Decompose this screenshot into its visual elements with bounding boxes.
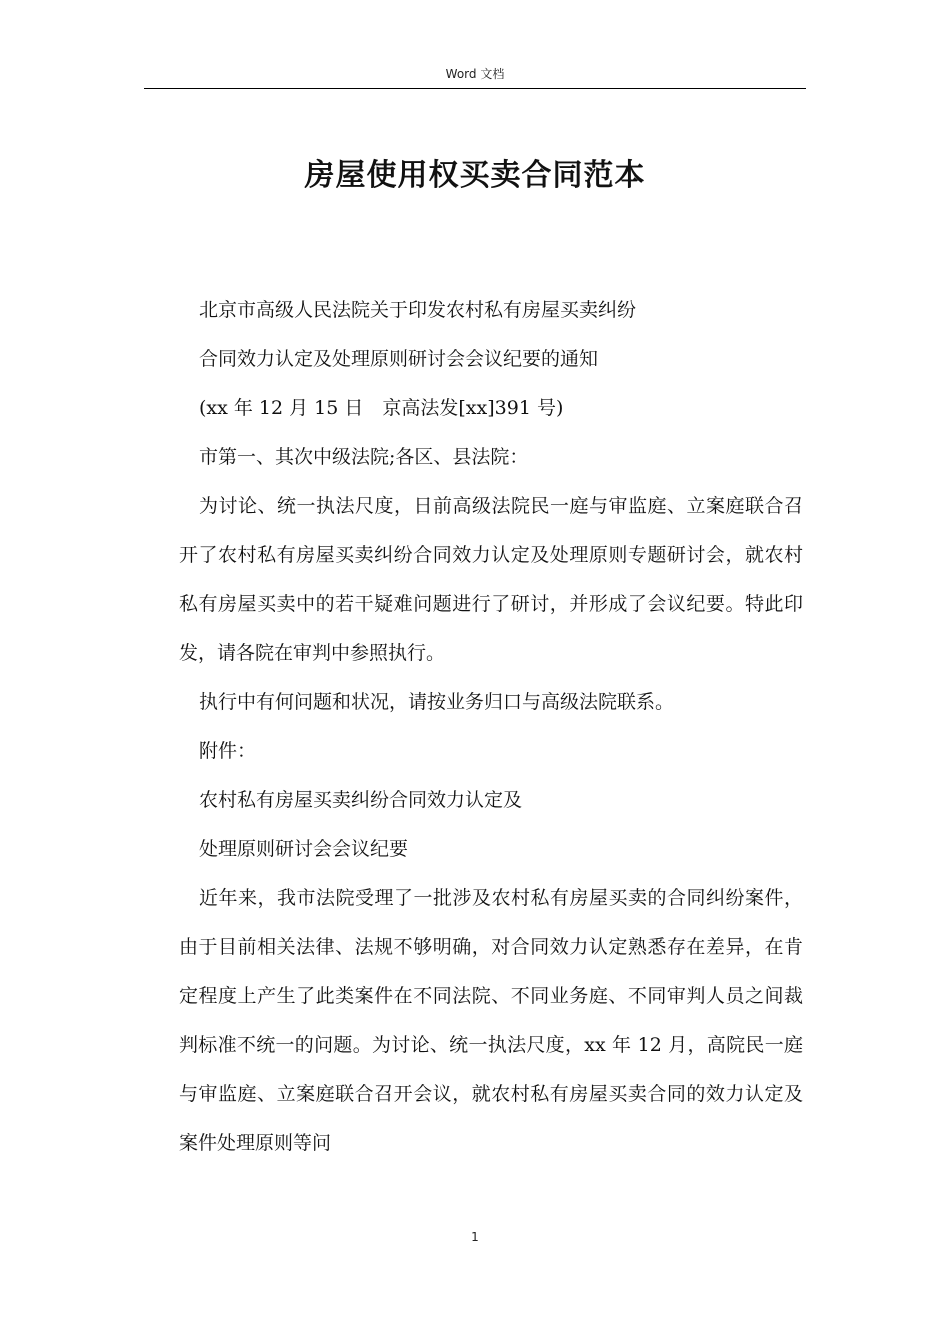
page-header-label: Word 文档 — [445, 67, 505, 81]
document-body — [179, 286, 803, 1168]
paragraph: (xx 年 12 月 15 日 京高法发[xx]391 号) — [199, 397, 564, 419]
paragraph: 合同效力认定及处理原则研讨会会议纪要的通知 — [199, 348, 599, 370]
paragraph: 处理原则研讨会会议纪要 — [199, 838, 409, 860]
document-title: 房屋使用权买卖合同范本 — [304, 158, 646, 193]
paragraph: 执行中有何问题和状况，请按业务归口与高级法院联系。 — [199, 691, 675, 713]
paragraph: 近年来，我市法院受理了一批涉及农村私有房屋买卖的合同纠纷案件，由于目前相关法律、法规不够明确，对合同效力认定熟悉存在差异，在肯定程度上产生了此类案件在不同法院、不同业务庭、不同审判人员之间裁判标准不统一的问题。为讨论、统一执法尺度，xx 年 12 月，高院民一庭与审监庭、立案庭联合召开会议，就农村私有房屋买卖合同的效力认定及案件处理原则等问 — [179, 887, 803, 1154]
paragraph: 北京市高级人民法院关于印发农村私有房屋买卖纠纷 — [199, 299, 637, 321]
paragraph: 附件： — [199, 740, 257, 762]
paragraph: 农村私有房屋买卖纠纷合同效力认定及 — [199, 789, 523, 811]
paragraph: 市第一、其次中级法院;各区、县法院： — [199, 446, 529, 468]
paragraph: 为讨论、统一执法尺度，日前高级法院民一庭与审监庭、立案庭联合召开了农村私有房屋买卖纠纷合同效力认定及处理原则专题研讨会，就农村私有房屋买卖中的若干疑难问题进行了研讨，并形成了会议纪要。特此印发，请各院在审判中参照执行。 — [179, 495, 803, 664]
page-number: 1 — [471, 1230, 479, 1244]
header-divider — [144, 88, 806, 89]
